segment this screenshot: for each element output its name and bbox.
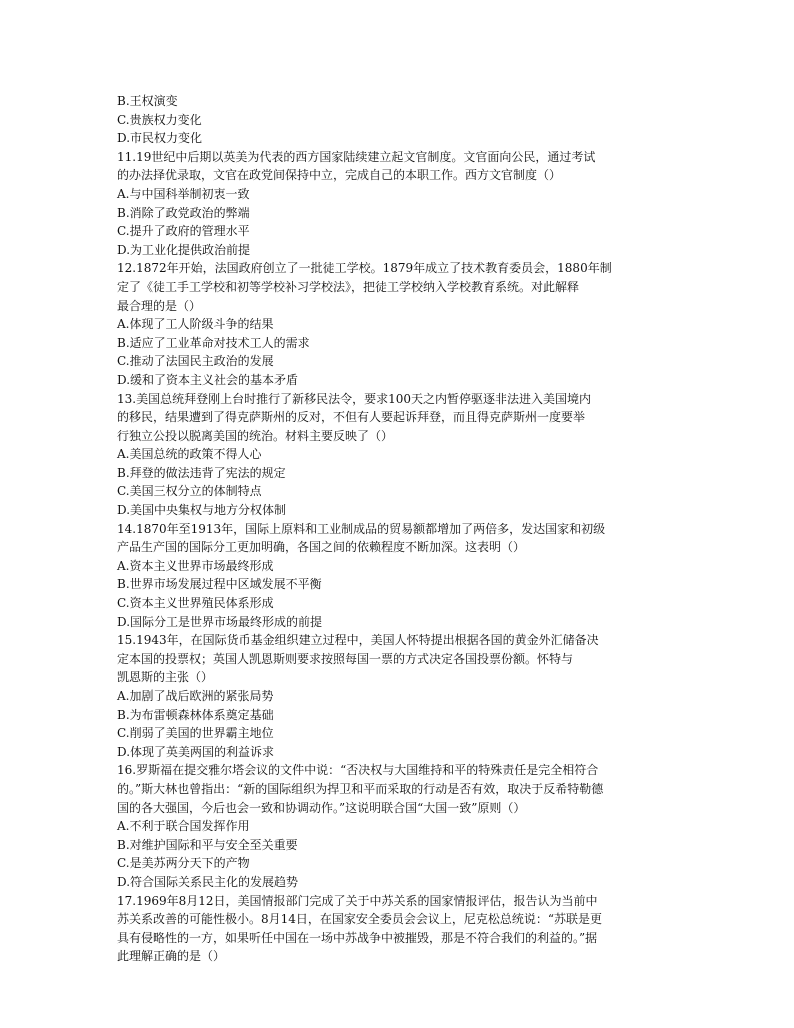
question-13-option-a: A.美国总统的政策不得人心 (117, 447, 262, 462)
question-13-line-3: 行独立公投以脱离美国的统治。材料主要反映了（） (117, 428, 394, 443)
option-c-prev: C.贵族权力变化 (117, 112, 202, 127)
question-16-option-c: C.是美苏两分天下的产物 (117, 856, 250, 871)
question-17-line-4: 此理解正确的是（） (117, 949, 226, 964)
question-12-option-c: C.推动了法国民主政治的发展 (117, 354, 274, 369)
question-15-line-1: 15.1943年，在国际货币基金组织建立过程中，美国人怀特提出根据各国的黄金外汇储备决 (117, 633, 599, 648)
question-12-line-1: 12.1872年开始，法国政府创立了一批徒工学校。1879年成立了技术教育委员会，1880年制 (117, 261, 612, 276)
question-11-option-b: B.消除了政党政治的弊端 (117, 205, 250, 220)
question-14-option-a: A.资本主义世界市场最终形成 (117, 558, 274, 573)
question-14-line-2: 产品生产国的国际分工更加明确，各国之间的依赖程度不断加深。这表明（） (117, 540, 526, 555)
question-14-option-c: C.资本主义世界殖民体系形成 (117, 596, 274, 611)
question-15-line-2: 定本国的投票权；英国人凯恩斯则要求按照每国一票的方式决定各国投票份额。怀特与 (117, 651, 574, 666)
question-11-option-d: D.为工业化提供政治前提 (117, 242, 251, 257)
question-12-line-3: 最合理的是（） (117, 298, 202, 313)
question-13-option-b: B.拜登的做法违背了宪法的规定 (117, 465, 286, 480)
question-15-option-b: B.为布雷顿森林体系奠定基础 (117, 707, 274, 722)
question-13-line-1: 13.美国总统拜登刚上台时推行了新移民法令，要求100天之内暂停驱逐非法进入美国境内 (117, 391, 591, 406)
question-14-option-d: D.国际分工是世界市场最终形成的前提 (117, 614, 323, 629)
question-11-option-c: C.提升了政府的管理水平 (117, 224, 250, 239)
question-14-option-b: B.世界市场发展过程中区域发展不平衡 (117, 577, 322, 592)
question-15-option-c: C.削弱了美国的世界霸主地位 (117, 726, 274, 741)
document-page (117, 92, 677, 966)
question-15-line-3: 凯恩斯的主张（） (117, 670, 214, 685)
question-11-option-a: A.与中国科举制初衷一致 (117, 186, 250, 201)
question-11-line-1: 11.19世纪中后期以英美为代表的西方国家陆续建立起文官制度。文官面向公民，通过考试 (117, 149, 596, 164)
question-12-line-2: 定了《徒工手工学校和初等学校补习学校法》，把徒工学校纳入学校教育系统。对此解释 (117, 279, 580, 294)
question-11-line-2: 的办法择优录取，文官在政党间保持中立，完成自己的本职工作。西方文官制度（） (117, 168, 562, 183)
question-15-option-d: D.体现了英美两国的利益诉求 (117, 744, 275, 759)
question-17-line-2: 苏关系改善的可能性极小。8月14日，在国家安全委员会会议上，尼克松总统说：“苏联是更 (117, 912, 603, 927)
question-12-option-a: A.体现了工人阶级斗争的结果 (117, 317, 274, 332)
question-13-line-2: 的移民，结果遭到了得克萨斯州的反对，不但有人要起诉拜登，而且得克萨斯州一度要举 (117, 410, 586, 425)
question-16-option-b: B.对维护国际和平与安全至关重要 (117, 837, 298, 852)
question-16-line-2: 的。”斯大林也曾指出：“新的国际组织为捍卫和平而采取的行动是否有效，取决于反希特勒德 (117, 781, 604, 796)
question-17-line-1: 17.1969年8月12日，美国情报部门完成了关于中苏关系的国家情报评估，报告认为当前中 (117, 893, 598, 908)
question-16-line-1: 16.罗斯福在提交雅尔塔会议的文件中说：“否决权与大国维持和平的特殊责任是完全相符合 (117, 763, 599, 778)
question-12-option-d: D.缓和了资本主义社会的基本矛盾 (117, 372, 299, 387)
question-16-option-a: A.不利于联合国发挥作用 (117, 819, 250, 834)
question-16-option-d: D.符合国际关系民主化的发展趋势 (117, 874, 299, 889)
question-17-line-3: 具有侵略性的一方，如果听任中国在一场中苏战争中被摧毁，那是不符合我们的利益的。”据 (117, 930, 598, 945)
question-12-option-b: B.适应了工业革命对技术工人的需求 (117, 335, 310, 350)
question-15-option-a: A.加剧了战后欧洲的紧张局势 (117, 689, 274, 703)
question-16-line-3: 国的各大强国，今后也会一致和协调动作。”这说明联合国“大国一致”原则（） (117, 800, 526, 815)
question-13-option-d: D.美国中央集权与地方分权体制 (117, 503, 287, 518)
option-b-prev: B.王权演变 (117, 94, 178, 108)
question-13-option-c: C.美国三权分立的体制特点 (117, 484, 262, 499)
question-14-line-1: 14.1870年至1913年，国际上原料和工业制成品的贸易额都增加了两倍多，发达国家和初级 (117, 521, 606, 536)
option-d-prev: D.市民权力变化 (117, 131, 203, 146)
